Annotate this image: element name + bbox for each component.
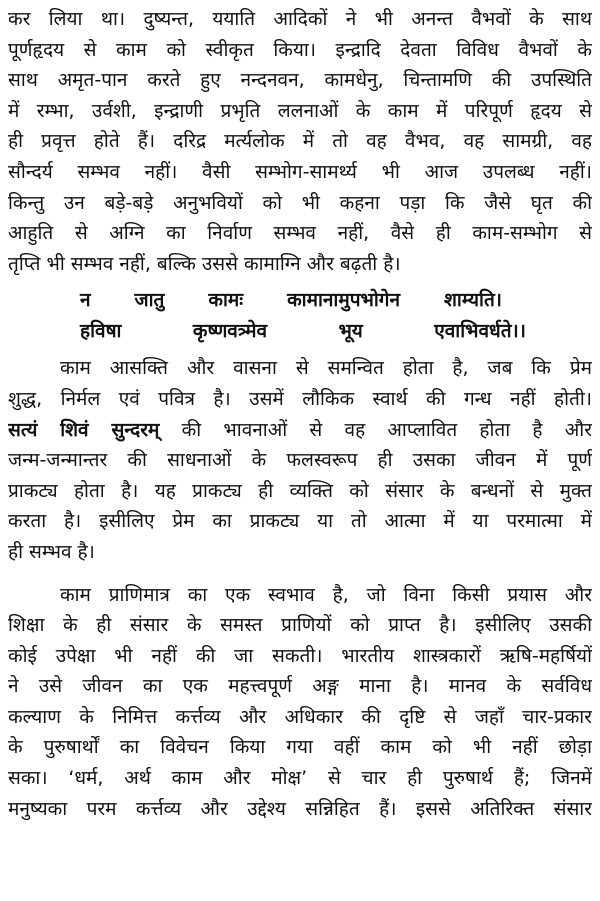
verse-word: हविषा [80, 320, 122, 343]
text-line: काम आसक्ति और वासना से समन्वित होता है, जब कि प्रेम [60, 357, 592, 380]
text-line: सौन्दर्य सम्भव नहीं। वैसी सम्भोग-सामर्थ्य भी आज उपलब्ध नहीं। [8, 160, 592, 183]
text-line: ही सम्भव है। [8, 540, 95, 563]
text-line: पूर्णहृदय से काम को स्वीकृत किया। इन्द्रादि देवता विविध वैभवों के [8, 38, 592, 61]
text-line: कर लिया था। दुष्यन्त, ययाति आदिकों ने भी अनन्त वैभवों के साथ [8, 8, 592, 30]
verse-word: कामः [208, 289, 244, 312]
verse-word: एवाभिवर्धते।। [434, 320, 526, 343]
sanskrit-verse [8, 285, 592, 347]
text-line: काम प्राणिमात्र का एक स्वभाव है, जो विना किसी प्रयास और [60, 583, 592, 606]
spacer [8, 568, 592, 580]
text-line: साथ अमृत-पान करते हुए नन्दनवन, कामधेनु, चिन्तामणि की उपस्थिति [8, 69, 592, 92]
verse-line-1 [80, 285, 502, 316]
verse-word: शाम्यति। [444, 289, 502, 312]
text-line-with-bold-term [8, 415, 592, 446]
text-line: कोई उपेक्षा भी नहीं की जा सकती। भारतीय शास्त्रकारों ऋषि-महर्षियों [8, 644, 592, 667]
text-line: ने उसे जीवन का एक महत्त्वपूर्ण अङ्ग माना है। मानव के सर्वविध [8, 675, 592, 698]
text-line: में रम्भा, उर्वशी, इन्द्राणी प्रभृति ललनाओं के काम में परिपूर्ण हृदय से [8, 99, 592, 122]
text-line: ही प्रवृत्त होते हैं। दरिद्र मर्त्यलोक में तो वह वैभव, वह सामग्री, वह [8, 130, 592, 153]
text-line: प्राकट्य होता है। यह प्राकट्य ही व्यक्ति को संसार के बन्धनों से मुक्त [8, 479, 592, 502]
text-line: किन्तु उन बड़े-बड़े अनुभवियों को भी कहना पड़ा कि जैसे घृत की [8, 191, 592, 214]
verse-word: भूय [338, 320, 363, 343]
text-line: शिक्षा के ही संसार के समस्त प्राणियों को प्राप्त है। इसीलिए उसकी [8, 614, 592, 637]
text-line: तृप्ति भी सम्भव नहीं, बल्कि उससे कामाग्नि और बढ़ती है। [8, 252, 401, 275]
text-line: शुद्ध, निर्मल एवं पवित्र है। उसमें लौकिक स्वार्थ की गन्ध नहीं होती। [8, 387, 592, 410]
verse-word: जातु [134, 289, 165, 312]
verse-word: न [80, 289, 91, 312]
paragraph-1 [8, 4, 592, 279]
text-line: सका। ‘धर्म, अर्थ काम और मोक्ष’ से चार ही पुरुषार्थ हैं; जिनमें [8, 767, 592, 790]
text-line: आहुति से अग्नि का निर्वाण सम्भव नहीं, वैसे ही काम-सम्भोग से [8, 222, 592, 245]
text-fragment: की भावनाओं से वह आप्लावित होता है और [159, 418, 592, 441]
verse-word: कामानामुपभोगेन [287, 289, 401, 312]
verse-line-2 [80, 316, 526, 347]
bold-term: सत्यं शिवं सुन्दरम् [8, 418, 160, 441]
text-line: कल्याण के निमित्त कर्त्तव्य और अधिकार की दृष्टि से जहाँ चार-प्रकार [8, 705, 592, 728]
paragraph-3 [8, 580, 592, 825]
paragraph-2 [8, 353, 592, 567]
text-line: करता है। इसीलिए प्रेम का प्राकट्य या तो आत्मा में या परमात्मा में [8, 510, 592, 533]
verse-word: कृष्णवत्र्मेव [192, 320, 268, 343]
text-line: जन्म-जन्मान्तर की साधनाओं के फलस्वरूप ही उसका जीवन में पूर्ण [8, 449, 592, 472]
text-line: मनुष्यका परम कर्त्तव्य और उद्देश्य सन्निहित हैं। इससे अतिरिक्त संसार [8, 797, 592, 820]
text-line: के पुरुषार्थों का विवेचन किया गया वहीं काम को भी नहीं छोड़ा [8, 736, 592, 759]
